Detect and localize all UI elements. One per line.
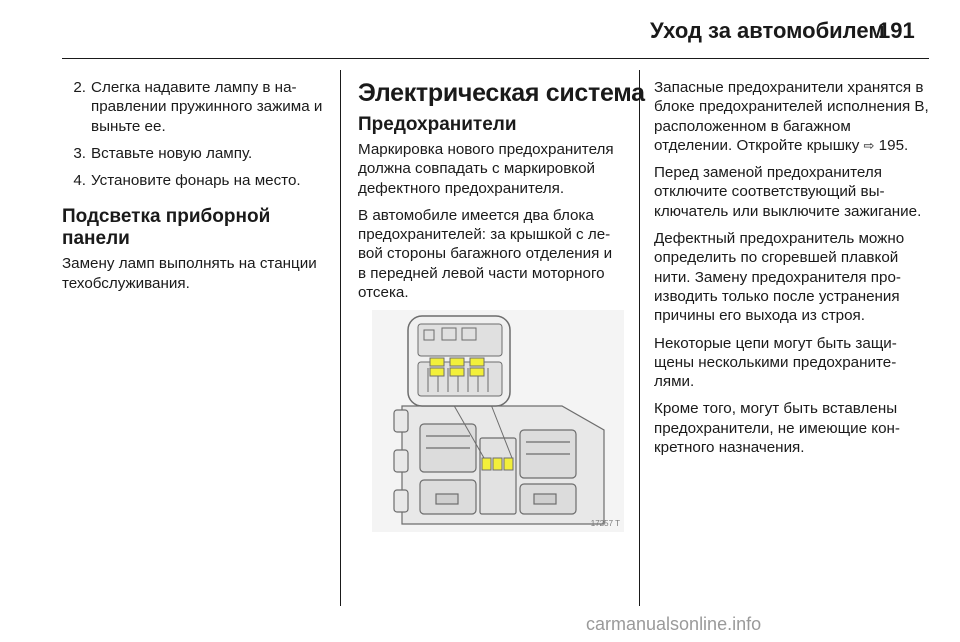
watermark-link[interactable]: carmanualsonline.info (586, 614, 762, 634)
body-paragraph (654, 78, 929, 155)
step-item (62, 78, 332, 136)
body-paragraph: Дефектный предохранитель можно определить по сгоревшей плавкой нити. Замену предохранителя производить только после устранения причины его выхода из строя. (654, 230, 905, 325)
body-text: Запасные предохранители хранятся в блоке предохранителей исполнения B, расположенном в багажном отделении. Откройте крышку (654, 79, 929, 154)
body-paragraph: Замену ламп выполнять на станции техобслуживания. (62, 255, 317, 292)
zoom-detail (408, 316, 510, 406)
subsection-title-fuses: Предохранители (358, 114, 517, 135)
fuse-box-illustration (372, 310, 624, 532)
header-title: Уход за автомобилем (650, 18, 885, 43)
body-text: 195. (874, 136, 909, 154)
step-item (62, 144, 332, 163)
step-number: 3. (73, 144, 86, 162)
subsection-title-panel-lighting: Подсветка приборной панели (62, 206, 271, 250)
step-text: Слегка надавите лампу в направлении пружинного зажима и выньте ее. (91, 79, 323, 135)
step-number: 2. (73, 79, 86, 96)
step-text: Установите фонарь на место. (91, 172, 301, 190)
step-text: Вставьте новую лампу. (91, 144, 253, 162)
page-reference-arrow-icon: ⇨ (863, 137, 875, 153)
body-paragraph: Перед заменой предохранителя отключите соответствующий выключатель или выключите зажигание. (654, 164, 922, 220)
step-number: 4. (73, 172, 86, 190)
highlighted-fuses (482, 458, 513, 470)
middle-column (358, 78, 645, 310)
body-paragraph: Некоторые цепи могут быть защищены несколькими предохранителями. (654, 334, 897, 391)
section-title: Электрическая система (358, 79, 645, 107)
figure-label: 17257 T (590, 519, 620, 528)
fuse-box-drawing (372, 310, 624, 532)
body-paragraph: В автомобиле имеется два блока предохранителей: за крышкой с левой стороны багажного отделения и в передней левой части моторного отсека. (358, 206, 613, 302)
column-divider-2 (639, 70, 640, 606)
page-number: 191 (878, 18, 915, 43)
right-column (654, 78, 929, 465)
left-column (62, 78, 332, 301)
body-paragraph: Маркировка нового предохранителя должна совпадать с маркировкой дефектного предохранителя. (358, 141, 614, 197)
column-divider-1 (340, 70, 341, 606)
step-item (62, 171, 332, 190)
header-rule (62, 58, 929, 59)
body-paragraph: Кроме того, могут быть вставлены предохранители, не имеющие конкретного назначения. (654, 400, 900, 457)
